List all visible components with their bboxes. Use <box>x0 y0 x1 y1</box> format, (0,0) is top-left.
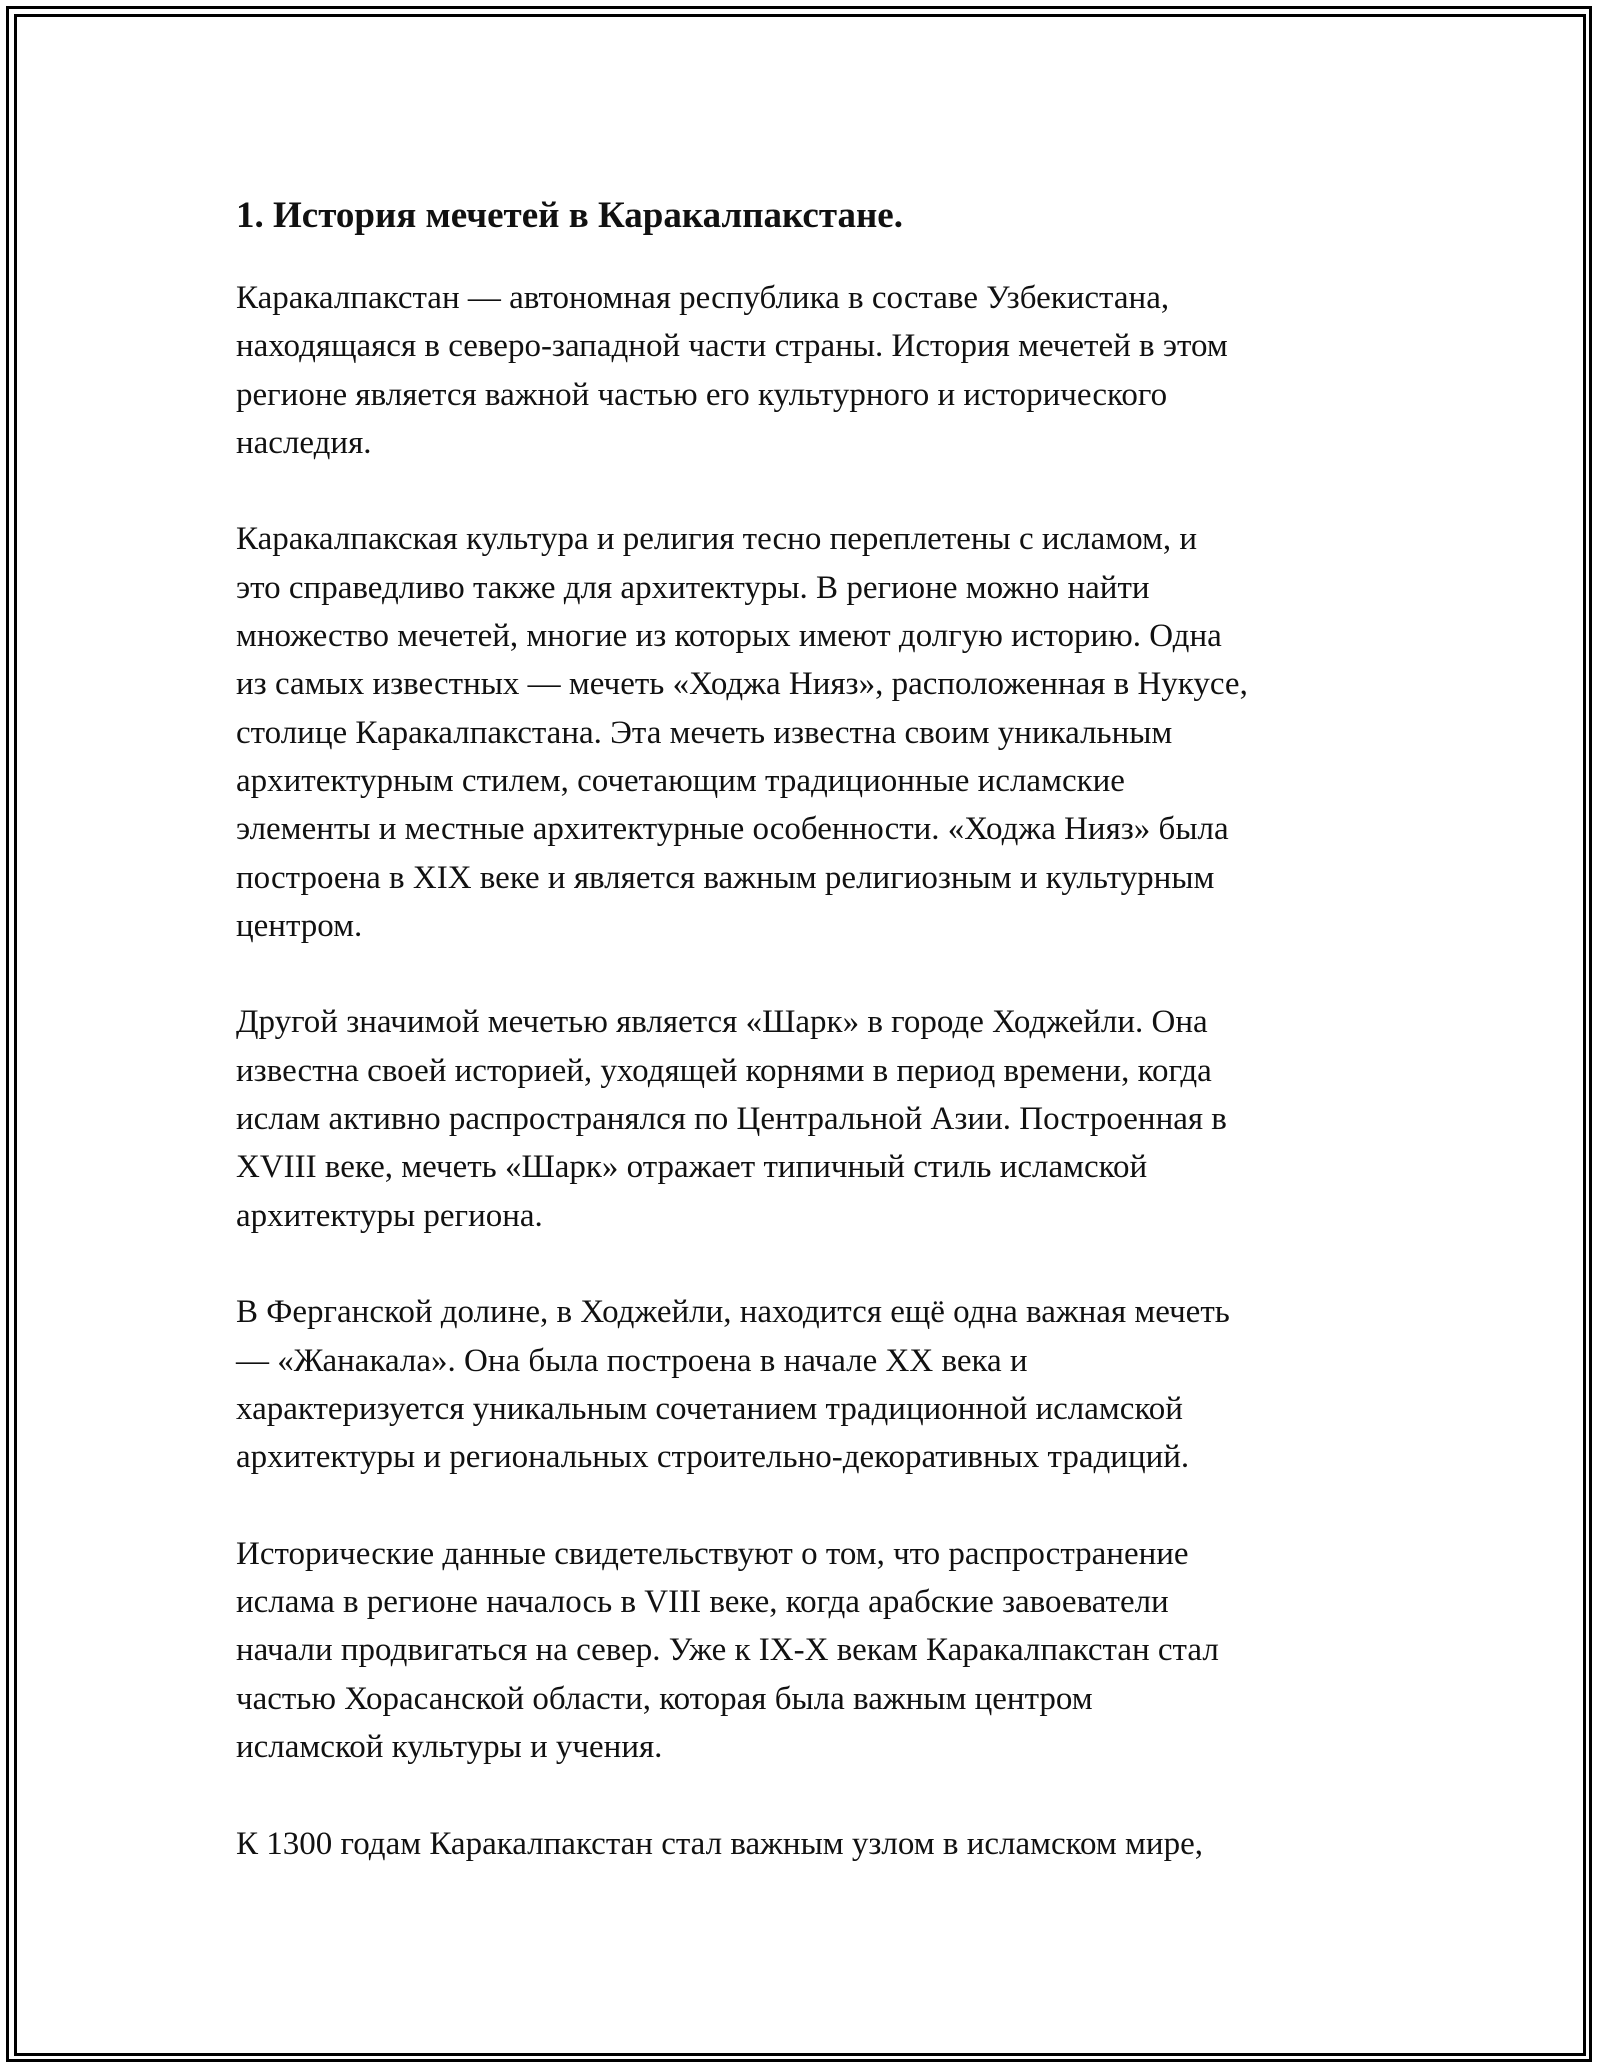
text-line: XVIII веке, мечеть «Шарк» отражает типичный стиль исламской <box>236 1149 1148 1186</box>
document-body <box>236 186 1376 1916</box>
text-line: характеризуется уникальным сочетанием традиционной исламской <box>236 1390 1183 1427</box>
text-line: Исторические данные свидетельствуют о том, что распространение <box>236 1535 1189 1572</box>
paragraph-1 <box>236 274 1376 467</box>
text-line: архитектуры и региональных строительно-декоративных традиций. <box>236 1439 1190 1476</box>
text-line: Каракалпакстан — автономная республика в составе Узбекистана, <box>236 280 1170 316</box>
text-line: множество мечетей, многие из которых имеют долгую историю. Одна <box>236 618 1222 655</box>
text-line: это справедливо также для архитектуры. В регионе можно найти <box>236 569 1150 606</box>
text-line: исламской культуры и учения. <box>236 1728 663 1765</box>
text-line: наследия. <box>236 424 372 461</box>
text-line: архитектурным стилем, сочетающим традиционные исламские <box>236 762 1125 799</box>
text-line: регионе является важной частью его культурного и исторического <box>236 376 1168 413</box>
paragraph-3 <box>236 998 1376 1239</box>
text-line: архитектуры региона. <box>236 1197 543 1234</box>
text-line: центром. <box>236 907 363 944</box>
paragraph-2 <box>236 515 1376 950</box>
section-heading: 1. История мечетей в Каракалпакстане. <box>236 195 903 236</box>
text-line: находящаяся в северо-западной части страны. История мечетей в этом <box>236 328 1228 365</box>
paragraph-4 <box>236 1288 1376 1481</box>
text-line: столице Каракалпакстана. Эта мечеть известна своим уникальным <box>236 714 1173 751</box>
text-line: ислама в регионе началось в VIII веке, когда арабские завоеватели <box>236 1584 1169 1621</box>
paragraph-5 <box>236 1530 1376 1771</box>
text-line: ислам активно распространялся по Центральной Азии. Построенная в <box>236 1101 1227 1138</box>
text-line: из самых известных — мечеть «Ходжа Нияз», расположенная в Нукусе, <box>236 666 1248 703</box>
paragraph-6 <box>236 1820 1376 1868</box>
text-line: В Ферганской долине, в Ходжейли, находится ещё одна важная мечеть <box>236 1294 1230 1331</box>
text-line: построена в XIX веке и является важным религиозным и культурным <box>236 859 1215 896</box>
text-line: начали продвигаться на север. Уже к IX-X векам Каракалпакстан стал <box>236 1632 1219 1669</box>
text-line: К 1300 годам Каракалпакстан стал важным узлом в исламском мире, <box>236 1825 1203 1862</box>
text-line: известна своей историей, уходящей корнями в период времени, когда <box>236 1052 1212 1089</box>
text-line: элементы и местные архитектурные особенности. «Ходжа Нияз» была <box>236 811 1229 848</box>
text-line: Каракалпакская культура и религия тесно переплетены с исламом, и <box>236 521 1198 558</box>
text-line: — «Жанакала». Она была построена в начале XX века и <box>236 1342 1028 1379</box>
text-line: Другой значимой мечетью является «Шарк» в городе Ходжейли. Она <box>236 1004 1208 1041</box>
text-line: частью Хорасанской области, которая была важным центром <box>236 1680 1093 1717</box>
